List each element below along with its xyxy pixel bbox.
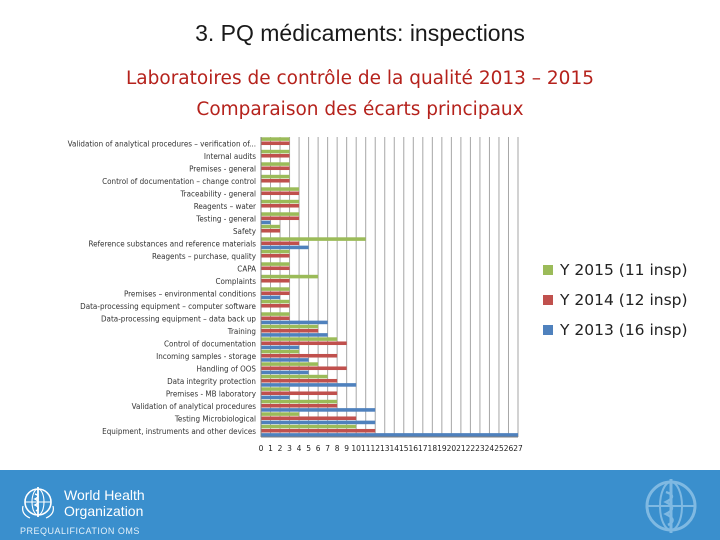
bar-2014 xyxy=(261,229,280,233)
bar-2014 xyxy=(261,354,337,358)
x-tick-label: 26 xyxy=(503,444,514,453)
bar-2014 xyxy=(261,166,290,170)
bar-2014 xyxy=(261,291,290,295)
x-tick-label: 2 xyxy=(277,444,283,453)
bar-2013 xyxy=(261,433,518,437)
x-tick-label: 14 xyxy=(389,444,400,453)
x-tick-label: 4 xyxy=(296,444,302,453)
category-label: Premises - MB laboratory xyxy=(165,389,256,399)
x-tick-label: 7 xyxy=(325,444,331,453)
legend-swatch-2013 xyxy=(543,325,553,335)
x-tick-label: 8 xyxy=(334,444,340,453)
category-label: Incoming samples - storage xyxy=(156,351,256,361)
bar-2015 xyxy=(261,175,290,179)
bar-2014 xyxy=(261,154,290,158)
bar-2015 xyxy=(261,250,290,254)
category-label: Data-processing equipment – data back up xyxy=(101,314,256,324)
category-label: Internal audits xyxy=(203,151,256,161)
bar-2014 xyxy=(261,216,299,220)
bar-2014 xyxy=(261,179,290,183)
category-label: Reference substances and reference materials xyxy=(88,239,256,249)
x-tick-label: 0 xyxy=(258,444,264,453)
bar-2014 xyxy=(261,191,299,195)
x-tick-label: 19 xyxy=(437,444,447,453)
org-name-line2: Organization xyxy=(64,503,144,519)
x-tick-label: 23 xyxy=(475,444,485,453)
category-label: Testing Microbiological xyxy=(174,414,256,424)
bar-2015 xyxy=(261,425,356,429)
bar-2015 xyxy=(261,212,299,216)
x-tick-label: 20 xyxy=(446,444,457,453)
bar-2014 xyxy=(261,379,337,383)
bar-2015 xyxy=(261,387,290,391)
x-tick-label: 15 xyxy=(399,444,409,453)
category-label: Complaints xyxy=(215,276,256,286)
bar-2015 xyxy=(261,187,299,191)
legend-label-2014: Y 2014 (12 insp) xyxy=(560,291,688,309)
bar-2014 xyxy=(261,204,299,208)
footer-bar xyxy=(0,470,720,540)
x-tick-label: 27 xyxy=(513,444,523,453)
category-label: Testing - general xyxy=(196,214,256,224)
bar-2014 xyxy=(261,241,299,245)
x-tick-label: 3 xyxy=(287,444,292,453)
bar-2015 xyxy=(261,400,337,404)
bar-2015 xyxy=(261,150,290,154)
chart-subtitle-line1: Laboratoires de contrôle de la qualité 2013 – 2015 xyxy=(126,68,594,89)
x-tick-label: 13 xyxy=(379,444,390,453)
x-tick-label: 11 xyxy=(360,444,371,453)
legend-label-2013: Y 2013 (16 insp) xyxy=(560,321,688,339)
legend-item-2015 xyxy=(543,255,688,285)
bar-2013 xyxy=(261,321,328,325)
bar-2015 xyxy=(261,350,299,354)
bar-2014 xyxy=(261,141,290,145)
category-label: Premises – environmental conditions xyxy=(123,289,256,299)
x-tick-label: 22 xyxy=(465,444,476,453)
bar-2013 xyxy=(261,346,299,350)
bar-2015 xyxy=(261,412,299,416)
legend-item-2013 xyxy=(543,315,688,345)
category-label: Data integrity protection xyxy=(167,376,256,386)
bar-2014 xyxy=(261,266,290,270)
bar-2014 xyxy=(261,341,347,345)
bar-2015 xyxy=(261,375,328,379)
category-label: Data-processing equipment – computer software xyxy=(80,301,256,311)
bar-2013 xyxy=(261,333,328,337)
x-tick-label: 1 xyxy=(268,444,273,453)
bar-2014 xyxy=(261,429,375,433)
x-tick-label: 24 xyxy=(484,444,495,453)
bar-2014 xyxy=(261,416,356,420)
category-label: Validation of analytical procedures – verification of... xyxy=(67,139,256,149)
bar-2013 xyxy=(261,358,309,362)
bar-2014 xyxy=(261,329,318,333)
bar-2014 xyxy=(261,404,337,408)
bar-2014 xyxy=(261,366,347,370)
category-label: Equipment, instruments and other devices xyxy=(102,426,256,436)
bar-2013 xyxy=(261,246,309,250)
who-emblem-watermark-icon xyxy=(640,475,702,537)
bar-2014 xyxy=(261,391,337,395)
who-logo-text xyxy=(64,487,145,519)
bar-2014 xyxy=(261,304,290,308)
x-tick-label: 12 xyxy=(370,444,380,453)
bar-2013 xyxy=(261,383,356,387)
bar-2013 xyxy=(261,371,309,375)
x-tick-label: 25 xyxy=(494,444,504,453)
bar-2015 xyxy=(261,262,290,266)
bar-2015 xyxy=(261,300,290,304)
x-tick-label: 21 xyxy=(456,444,466,453)
bar-2015 xyxy=(261,275,318,279)
bar-2015 xyxy=(261,362,318,366)
bar-2013 xyxy=(261,221,271,225)
prequalification-label: PREQUALIFICATION OMS xyxy=(20,526,140,536)
category-label: Training xyxy=(227,326,256,336)
category-label: Reagents – water xyxy=(193,201,256,211)
who-emblem-icon xyxy=(20,484,56,520)
bar-2015 xyxy=(261,287,290,291)
bar-2015 xyxy=(261,337,337,341)
legend-item-2014 xyxy=(543,285,688,315)
bar-2015 xyxy=(261,200,299,204)
x-tick-label: 10 xyxy=(351,444,361,453)
bar-2015 xyxy=(261,137,290,141)
slide-title: 3. PQ médicaments: inspections xyxy=(195,20,525,46)
x-tick-label: 9 xyxy=(344,444,350,453)
category-label: Validation of analytical procedures xyxy=(131,401,256,411)
x-tick-label: 16 xyxy=(408,444,419,453)
bar-2013 xyxy=(261,421,375,425)
bar-2015 xyxy=(261,225,280,229)
legend-swatch-2014 xyxy=(543,295,553,305)
category-label: Reagents – purchase, quality xyxy=(152,251,256,261)
category-label: CAPA xyxy=(237,264,256,274)
bar-2014 xyxy=(261,316,290,320)
x-tick-label: 6 xyxy=(315,444,321,453)
bar-2015 xyxy=(261,325,318,329)
legend-swatch-2015 xyxy=(543,265,553,275)
chart-subtitle-line2: Comparaison des écarts principaux xyxy=(196,99,524,120)
category-label: Premises - general xyxy=(189,164,256,174)
category-label: Safety xyxy=(232,226,256,236)
bar-2015 xyxy=(261,162,290,166)
x-tick-label: 18 xyxy=(427,444,438,453)
bar-2013 xyxy=(261,396,290,400)
category-label: Traceability - general xyxy=(180,189,256,199)
x-tick-label: 17 xyxy=(418,444,428,453)
bar-2015 xyxy=(261,312,290,316)
category-label: Control of documentation xyxy=(163,339,256,349)
bar-2015 xyxy=(261,237,366,241)
bar-2013 xyxy=(261,408,375,412)
category-label: Handling of OOS xyxy=(196,364,256,374)
org-name-line1: World Health xyxy=(64,487,145,503)
bar-2013 xyxy=(261,296,280,300)
category-label: Control of documentation – change control xyxy=(102,176,256,186)
bar-2014 xyxy=(261,279,290,283)
legend-label-2015: Y 2015 (11 insp) xyxy=(560,261,688,279)
chart-legend xyxy=(543,255,688,345)
x-tick-label: 5 xyxy=(306,444,311,453)
bar-2014 xyxy=(261,254,290,258)
